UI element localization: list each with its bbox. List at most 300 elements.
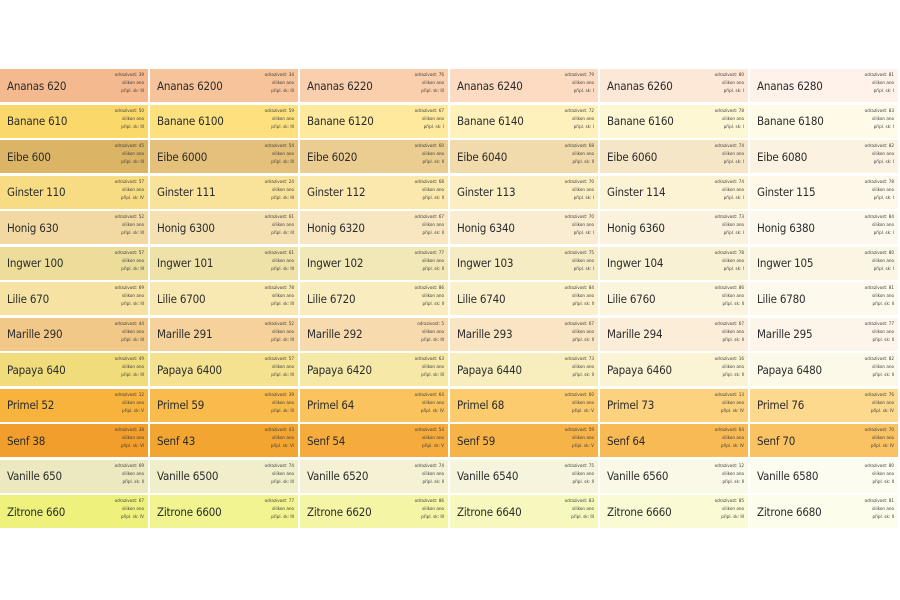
color-swatch[interactable]: [300, 211, 448, 244]
color-swatch[interactable]: [450, 318, 598, 351]
color-swatch[interactable]: [0, 389, 148, 422]
swatch-properties: [865, 356, 894, 381]
surcharge-group: připl. sk: III: [271, 89, 294, 95]
reflectance-value: odrazivost: 74: [714, 179, 744, 185]
swatch-name: Papaya 6420: [307, 362, 372, 377]
silicone-label: silikon ano: [572, 294, 594, 300]
color-swatch[interactable]: [300, 282, 448, 315]
color-swatch[interactable]: [300, 176, 448, 209]
color-swatch[interactable]: [600, 282, 748, 315]
reflectance-value: odrazivost: 64: [414, 392, 444, 398]
swatch-name: Banane 6120: [307, 114, 374, 128]
color-swatch[interactable]: [750, 495, 898, 528]
surcharge-group: připl. sk: V: [572, 408, 594, 414]
surcharge-group: připl. sk: III: [421, 337, 444, 343]
surcharge-group: připl. sk: I: [723, 195, 744, 201]
reflectance-value: odrazivost: 67: [414, 215, 444, 220]
color-swatch[interactable]: [150, 318, 298, 351]
surcharge-group: připl. sk: II: [422, 266, 444, 272]
surcharge-group: připl. sk: III: [421, 373, 444, 379]
surcharge-group: připl. sk: II: [572, 337, 594, 343]
swatch-properties: [415, 392, 444, 417]
silicone-label: silikon ano: [572, 365, 594, 371]
swatch-properties: [115, 427, 144, 452]
swatch-properties: [565, 143, 594, 168]
color-swatch[interactable]: [450, 176, 598, 209]
silicone-label: silikon ano: [422, 365, 444, 371]
surcharge-group: připl. sk: II: [422, 160, 444, 166]
swatch-name: Lilie 6740: [457, 291, 506, 306]
surcharge-group: připl. sk: II: [872, 515, 894, 521]
color-swatch[interactable]: [600, 353, 748, 386]
swatch-properties: [417, 321, 444, 346]
swatch-properties: [265, 72, 294, 97]
color-swatch[interactable]: [300, 318, 448, 351]
surcharge-group: připl. sk: III: [271, 337, 294, 343]
reflectance-value: odrazivost: 57: [114, 179, 144, 185]
swatch-properties: [415, 427, 444, 452]
color-swatch[interactable]: [750, 211, 898, 244]
swatch-name: Lilie 6700: [157, 291, 206, 306]
color-swatch[interactable]: [150, 424, 298, 457]
color-swatch[interactable]: [600, 247, 748, 280]
swatch-name: Primel 73: [607, 398, 655, 412]
reflectance-value: odrazivost: 78: [264, 286, 294, 291]
surcharge-group: připl. sk: III: [421, 515, 444, 521]
swatch-properties: [565, 250, 594, 275]
reflectance-value: odrazivost: 80: [864, 250, 894, 256]
silicone-label: silikon ano: [272, 81, 294, 87]
color-swatch[interactable]: [600, 460, 748, 493]
swatch-properties: [865, 463, 894, 488]
color-swatch[interactable]: [750, 176, 898, 209]
reflectance-value: odrazivost: 24: [264, 179, 294, 185]
swatch-properties: [865, 498, 894, 523]
swatch-properties: [115, 356, 144, 381]
surcharge-group: připl. sk: VI: [120, 444, 144, 450]
reflectance-value: odrazivost: 76: [864, 392, 894, 398]
silicone-label: silikon ano: [872, 365, 894, 371]
color-swatch[interactable]: [150, 211, 298, 244]
color-swatch[interactable]: [300, 353, 448, 386]
surcharge-group: připl. sk: I: [873, 89, 894, 95]
color-swatch[interactable]: [750, 282, 898, 315]
swatch-properties: [415, 214, 444, 239]
reflectance-value: odrazivost: 77: [414, 250, 444, 256]
silicone-label: silikon ano: [422, 187, 444, 193]
swatch-properties: [115, 321, 144, 346]
color-swatch[interactable]: [600, 140, 748, 173]
swatch-properties: [865, 285, 894, 310]
color-swatch[interactable]: [450, 140, 598, 173]
reflectance-value: odrazivost: 83: [564, 499, 594, 504]
swatch-name: Ananas 6240: [457, 78, 523, 93]
reflectance-value: odrazivost: 78: [714, 108, 744, 114]
reflectance-value: odrazivost: 83: [864, 108, 894, 114]
surcharge-group: připl. sk: III: [121, 337, 144, 343]
color-swatch[interactable]: [450, 495, 598, 528]
silicone-label: silikon ano: [272, 329, 294, 335]
surcharge-group: připl. sk: III: [421, 89, 444, 95]
color-swatch[interactable]: [450, 247, 598, 280]
reflectance-value: odrazivost: 57: [114, 250, 144, 256]
color-swatch[interactable]: [300, 105, 448, 138]
color-swatch[interactable]: [150, 495, 298, 528]
reflectance-value: odrazivost: 74: [414, 463, 444, 469]
color-swatch[interactable]: [450, 69, 598, 102]
silicone-label: silikon ano: [572, 187, 594, 193]
silicone-label: silikon ano: [722, 400, 744, 406]
surcharge-group: připl. sk: II: [872, 302, 894, 308]
surcharge-group: připl. sk: I: [573, 124, 594, 130]
silicone-label: silikon ano: [122, 187, 144, 193]
color-swatch[interactable]: [600, 318, 748, 351]
color-swatch[interactable]: [450, 353, 598, 386]
color-swatch[interactable]: [300, 389, 448, 422]
reflectance-value: odrazivost: 64: [714, 428, 744, 433]
color-swatch[interactable]: [0, 211, 148, 244]
swatch-properties: [115, 214, 144, 239]
swatch-properties: [715, 108, 744, 133]
reflectance-value: odrazivost: 60: [414, 144, 444, 149]
color-swatch[interactable]: [0, 424, 148, 457]
color-swatch[interactable]: [0, 282, 148, 315]
swatch-properties: [715, 250, 744, 275]
silicone-label: silikon ano: [722, 365, 744, 371]
swatch-properties: [865, 214, 894, 239]
silicone-label: silikon ano: [272, 365, 294, 371]
color-swatch[interactable]: [750, 105, 898, 138]
surcharge-group: připl. sk: II: [572, 302, 594, 308]
swatch-name: Ginster 110: [7, 185, 66, 199]
swatch-properties: [415, 143, 444, 168]
color-swatch[interactable]: [300, 495, 448, 528]
color-swatch[interactable]: [150, 389, 298, 422]
swatch-properties: [565, 356, 594, 381]
swatch-properties: [565, 463, 594, 488]
surcharge-group: připl. sk: II: [722, 373, 744, 379]
color-swatch[interactable]: [600, 389, 748, 422]
reflectance-value: odrazivost: 80: [714, 73, 744, 78]
surcharge-group: připl. sk: I: [423, 124, 444, 130]
color-swatch[interactable]: [750, 318, 898, 351]
surcharge-group: připl. sk: I: [873, 266, 894, 272]
surcharge-group: připl. sk: I: [873, 231, 894, 237]
color-swatch[interactable]: [150, 105, 298, 138]
silicone-label: silikon ano: [872, 329, 894, 335]
swatch-name: Primel 52: [7, 398, 55, 412]
swatch-properties: [415, 285, 444, 310]
silicone-label: silikon ano: [122, 471, 144, 477]
swatch-properties: [265, 427, 294, 452]
reflectance-value: odrazivost: 69: [114, 286, 144, 291]
swatch-name: Zitrone 6620: [307, 504, 372, 519]
swatch-name: Vanille 6540: [457, 469, 519, 483]
swatch-name: Zitrone 6680: [757, 504, 822, 519]
swatch-properties: [865, 250, 894, 275]
silicone-label: silikon ano: [422, 258, 444, 264]
swatch-name: Lilie 670: [7, 291, 49, 306]
surcharge-group: připl. sk: II: [122, 479, 144, 485]
swatch-name: Vanille 6500: [157, 469, 219, 483]
silicone-label: silikon ano: [122, 507, 144, 513]
color-swatch[interactable]: [150, 282, 298, 315]
swatch-properties: [265, 392, 294, 417]
surcharge-group: připl. sk: III: [121, 302, 144, 308]
silicone-label: silikon ano: [572, 471, 594, 477]
reflectance-value: odrazivost: 86: [714, 286, 744, 291]
silicone-label: silikon ano: [422, 116, 444, 122]
surcharge-group: připl. sk: III: [721, 515, 744, 521]
reflectance-value: odrazivost: 54: [264, 144, 294, 149]
surcharge-group: připl. sk: II: [722, 337, 744, 343]
surcharge-group: připl. sk: I: [573, 231, 594, 237]
reflectance-value: odrazivost: 54: [414, 428, 444, 433]
color-swatch[interactable]: [750, 247, 898, 280]
swatch-name: Marille 294: [607, 327, 663, 341]
reflectance-value: odrazivost: 68: [564, 144, 594, 149]
color-swatch[interactable]: [750, 353, 898, 386]
reflectance-value: odrazivost: 50: [114, 108, 144, 114]
color-swatch[interactable]: [600, 176, 748, 209]
color-swatch[interactable]: [150, 460, 298, 493]
surcharge-group: připl. sk: I: [723, 89, 744, 95]
color-swatch[interactable]: [0, 140, 148, 173]
surcharge-group: připl. sk: III: [271, 160, 294, 166]
surcharge-group: připl. sk: III: [271, 408, 294, 414]
swatch-name: Marille 291: [157, 327, 213, 341]
color-swatch[interactable]: [450, 211, 598, 244]
color-swatch[interactable]: [600, 424, 748, 457]
swatch-name: Eibe 6060: [607, 149, 658, 164]
color-swatch[interactable]: [450, 424, 598, 457]
swatch-properties: [265, 285, 294, 310]
silicone-label: silikon ano: [422, 152, 444, 158]
swatch-name: Senf 38: [7, 433, 46, 448]
swatch-name: Eibe 6020: [307, 149, 358, 164]
swatch-name: Papaya 6480: [757, 362, 822, 377]
swatch-properties: [115, 463, 144, 488]
surcharge-group: připl. sk: IV: [120, 515, 144, 521]
color-swatch[interactable]: [150, 353, 298, 386]
color-swatch[interactable]: [600, 495, 748, 528]
swatch-properties: [265, 250, 294, 275]
color-swatch[interactable]: [600, 69, 748, 102]
color-swatch[interactable]: [450, 105, 598, 138]
reflectance-value: odrazivost: 85: [714, 499, 744, 504]
swatch-properties: [715, 143, 744, 168]
reflectance-value: odrazivost: 52: [264, 321, 294, 327]
swatch-name: Ginster 114: [607, 185, 666, 199]
color-swatch[interactable]: [300, 140, 448, 173]
swatch-properties: [415, 179, 444, 204]
color-swatch[interactable]: [600, 105, 748, 138]
swatch-properties: [415, 463, 444, 488]
color-swatch[interactable]: [300, 460, 448, 493]
swatch-properties: [715, 463, 744, 488]
silicone-label: silikon ano: [872, 507, 894, 513]
swatch-properties: [115, 179, 144, 204]
silicone-label: silikon ano: [122, 116, 144, 122]
color-swatch[interactable]: [600, 211, 748, 244]
color-swatch[interactable]: [0, 353, 148, 386]
reflectance-value: odrazivost: 75: [564, 250, 594, 256]
surcharge-group: připl. sk: VI: [270, 444, 294, 450]
surcharge-group: připl. sk: I: [723, 231, 744, 237]
silicone-label: silikon ano: [422, 329, 444, 335]
reflectance-value: odrazivost: 81: [864, 499, 894, 504]
color-swatch[interactable]: [450, 282, 598, 315]
silicone-label: silikon ano: [722, 471, 744, 477]
surcharge-group: připl. sk: III: [121, 231, 144, 237]
silicone-label: silikon ano: [722, 258, 744, 264]
color-swatch[interactable]: [0, 247, 148, 280]
color-swatch[interactable]: [300, 424, 448, 457]
reflectance-value: odrazivost: 78: [864, 179, 894, 185]
color-swatch[interactable]: [150, 176, 298, 209]
silicone-label: silikon ano: [872, 81, 894, 87]
reflectance-value: odrazivost: 77: [864, 321, 894, 327]
silicone-label: silikon ano: [122, 223, 144, 229]
swatch-name: Zitrone 6640: [457, 504, 522, 519]
swatch-properties: [865, 179, 894, 204]
surcharge-group: připl. sk: II: [422, 302, 444, 308]
color-swatch[interactable]: [0, 318, 148, 351]
color-swatch[interactable]: [0, 69, 148, 102]
swatch-properties: [565, 108, 594, 133]
silicone-label: silikon ano: [722, 436, 744, 442]
color-swatch[interactable]: [450, 460, 598, 493]
surcharge-group: připl. sk: I: [873, 160, 894, 166]
surcharge-group: připl. sk: II: [872, 337, 894, 343]
color-swatch[interactable]: [150, 247, 298, 280]
silicone-label: silikon ano: [122, 329, 144, 335]
swatch-name: Vanille 650: [7, 469, 62, 483]
surcharge-group: připl. sk: I: [573, 195, 594, 201]
swatch-name: Ingwer 104: [607, 256, 664, 270]
swatch-name: Ginster 115: [757, 185, 816, 199]
swatch-properties: [265, 179, 294, 204]
swatch-name: Eibe 6080: [757, 149, 808, 164]
color-swatch[interactable]: [0, 495, 148, 528]
reflectance-value: odrazivost: 70: [564, 179, 594, 185]
silicone-label: silikon ano: [872, 400, 894, 406]
color-swatch[interactable]: [750, 69, 898, 102]
reflectance-value: odrazivost: 12: [714, 463, 744, 469]
reflectance-value: odrazivost: 81: [864, 286, 894, 291]
reflectance-value: odrazivost: 60: [564, 392, 594, 398]
surcharge-group: připl. sk: I: [723, 266, 744, 272]
swatch-name: Papaya 6400: [157, 362, 222, 377]
color-swatch[interactable]: [0, 176, 148, 209]
surcharge-group: připl. sk: I: [573, 89, 594, 95]
reflectance-value: odrazivost: 69: [114, 463, 144, 469]
swatch-name: Ingwer 102: [307, 256, 364, 270]
surcharge-group: připl. sk: IV: [720, 408, 744, 414]
reflectance-value: odrazivost: 75: [564, 463, 594, 469]
swatch-properties: [115, 143, 144, 168]
surcharge-group: připl. sk: V: [422, 444, 444, 450]
swatch-name: Ananas 6200: [157, 78, 223, 93]
reflectance-value: odrazivost: 77: [264, 499, 294, 504]
swatch-name: Primel 64: [307, 398, 355, 412]
reflectance-value: odrazivost: 63: [414, 357, 444, 362]
swatch-name: Ginster 112: [307, 185, 366, 199]
swatch-name: Ananas 6220: [307, 78, 373, 93]
reflectance-value: odrazivost: 59: [564, 428, 594, 433]
surcharge-group: připl. sk: III: [271, 373, 294, 379]
reflectance-value: odrazivost: 34: [264, 73, 294, 78]
swatch-properties: [565, 285, 594, 310]
silicone-label: silikon ano: [722, 294, 744, 300]
reflectance-value: odrazivost: 84: [864, 215, 894, 220]
reflectance-value: odrazivost: 67: [564, 321, 594, 327]
color-swatch[interactable]: [0, 460, 148, 493]
reflectance-value: odrazivost: 86: [414, 499, 444, 504]
color-swatch[interactable]: [150, 140, 298, 173]
color-swatch[interactable]: [750, 140, 898, 173]
surcharge-group: připl. sk: III: [121, 266, 144, 272]
color-swatch[interactable]: [150, 69, 298, 102]
surcharge-group: připl. sk: IV: [870, 444, 894, 450]
swatch-properties: [865, 72, 894, 97]
color-swatch[interactable]: [750, 424, 898, 457]
silicone-label: silikon ano: [872, 436, 894, 442]
surcharge-group: připl. sk: II: [572, 479, 594, 485]
reflectance-value: odrazivost: 38: [114, 428, 144, 433]
swatch-name: Zitrone 660: [7, 504, 66, 519]
silicone-label: silikon ano: [722, 152, 744, 158]
silicone-label: silikon ano: [872, 187, 894, 193]
swatch-name: Zitrone 6660: [607, 504, 672, 519]
surcharge-group: připl. sk: III: [271, 515, 294, 521]
swatch-name: Eibe 6040: [457, 149, 508, 164]
swatch-name: Honig 6340: [457, 220, 515, 235]
color-swatch[interactable]: [750, 460, 898, 493]
color-swatch[interactable]: [750, 389, 898, 422]
swatch-properties: [415, 498, 444, 523]
reflectance-value: odrazivost: 68: [414, 179, 444, 185]
color-swatch[interactable]: [450, 389, 598, 422]
swatch-properties: [565, 498, 594, 523]
swatch-name: Eibe 600: [7, 149, 51, 164]
surcharge-group: připl. sk: II: [422, 479, 444, 485]
color-swatch[interactable]: [300, 247, 448, 280]
swatch-name: Ginster 113: [457, 185, 516, 199]
color-swatch[interactable]: [300, 69, 448, 102]
swatch-name: Ingwer 103: [457, 256, 514, 270]
surcharge-group: připl. sk: II: [572, 160, 594, 166]
swatch-name: Honig 6320: [307, 220, 365, 235]
color-swatch[interactable]: [0, 105, 148, 138]
silicone-label: silikon ano: [872, 471, 894, 477]
swatch-properties: [415, 356, 444, 381]
swatch-name: Vanille 6580: [757, 469, 819, 483]
reflectance-value: odrazivost: 72: [564, 108, 594, 114]
swatch-properties: [865, 108, 894, 133]
surcharge-group: připl. sk: I: [873, 195, 894, 201]
surcharge-group: připl. sk: II: [872, 373, 894, 379]
silicone-label: silikon ano: [272, 400, 294, 406]
silicone-label: silikon ano: [722, 81, 744, 87]
surcharge-group: připl. sk: I: [573, 266, 594, 272]
swatch-properties: [865, 427, 894, 452]
reflectance-value: odrazivost: 80: [864, 463, 894, 469]
silicone-label: silikon ano: [422, 400, 444, 406]
swatch-properties: [265, 356, 294, 381]
swatch-name: Ingwer 101: [157, 256, 214, 270]
surcharge-group: připl. sk: III: [121, 373, 144, 379]
